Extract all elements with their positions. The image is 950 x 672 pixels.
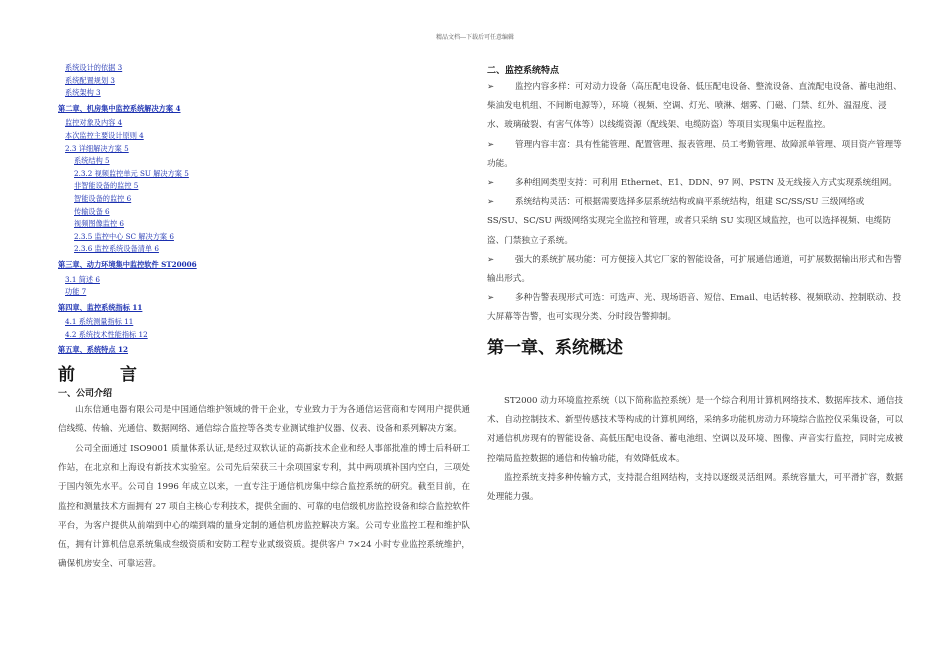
toc-link[interactable]: 功能 7 (65, 287, 87, 297)
toc-link[interactable]: 第三章、动力环境集中监控软件 ST20006 (58, 259, 197, 269)
toc-link[interactable]: 第四章、监控系统指标 11 (58, 302, 143, 312)
toc-link[interactable]: 系统配置规划 3 (65, 75, 115, 85)
right-column (487, 62, 903, 507)
feature-bullet-item (487, 251, 903, 289)
bullet-arrow-icon: ➢ (487, 197, 495, 208)
chapter1-paragraph-2: 监控系统支持多种传输方式，支持混合组网结构，支持以逐级灵活组网。系统容量大，可平滑扩容，数据处理能力强。 (487, 472, 903, 503)
bullet-arrow-icon: ➢ (487, 178, 495, 189)
toc-link[interactable]: 3.1 简述 6 (65, 274, 100, 284)
feature-bullet-item (487, 136, 903, 174)
toc-link[interactable]: 监控对象及内容 4 (65, 118, 123, 128)
toc-link[interactable]: 传输设备 6 (74, 206, 110, 216)
toc-link[interactable]: 系统结构 5 (74, 156, 110, 166)
feature-bullet-item (487, 78, 903, 136)
toc-link[interactable]: 2.3 详细解决方案 5 (65, 143, 129, 153)
chapter1-title: 第一章、系统概述 (487, 337, 623, 358)
toc-link[interactable]: 2.3.6 监控系统设备清单 6 (74, 244, 159, 254)
feature-bullet-item (487, 289, 903, 327)
page-header: 精品文档---下载后可任意编辑 (435, 34, 515, 41)
toc-link[interactable]: 2.3.2 视频监控单元 SU 解决方案 5 (74, 168, 189, 178)
bullet-arrow-icon: ➢ (487, 254, 495, 265)
toc-link[interactable]: 系统设计的依据 3 (65, 63, 123, 72)
bullet-arrow-icon: ➢ (487, 139, 495, 150)
bullet-arrow-icon: ➢ (487, 82, 495, 92)
toc-link[interactable]: 2.3.5 监控中心 SC 解决方案 6 (74, 231, 174, 241)
chapter1-paragraph-1: ST2000 动力环境监控系统（以下简称监控系统）是一个综合利用计算机网络技术、数据库技术、通信技术、自动控制技术、新型传感技术等构成的计算机网络，采纳多功能机房动力环境综合监控仪采集设备，可以对通信机房现有的智能设备、高低压配电设备、蓄电池组、空调以及环境、图像、声音实行监控，同时完成被控端局监控数据的通信和传输功能，有效降低成本。 (487, 395, 903, 464)
company-intro-paragraph-1: 山东信通电器有限公司是中国通信维护领域的骨干企业，专业致力于为各通信运营商和专网用户提供通信线缆、传输、光通信、数据网络、通信综合监控等各类专业测试维护仪器、仪表、设备和系列解决方案。 (58, 405, 470, 435)
features-heading: 二、监控系统特点 (487, 66, 560, 76)
toc-link[interactable]: 第五章、系统特点 12 (58, 345, 129, 355)
toc-link[interactable]: 4.2 系统技术性能指标 12 (65, 329, 148, 339)
company-intro-heading: 一、公司介绍 (58, 389, 113, 400)
toc-link[interactable]: 智能设备的监控 6 (74, 193, 132, 203)
toc-link[interactable]: 非智能设备的监控 5 (74, 181, 139, 191)
feature-bullet-text: 监控内容多样：可对动力设备（高压配电设备、低压配电设备、整流设备、直流配电设备、蓄电池组、柴油发电机组、不间断电源等），环境（视频、空调、灯光、喷淋、烟雾、门磁、门禁、红外、温湿度、浸水、玻璃破裂、有害气体等）以线缆资源（配线架、电缆防盗）等项目实现集中远程监控。 (487, 82, 902, 131)
bullet-arrow-icon: ➢ (487, 293, 495, 304)
toc-link[interactable]: 4.1 系统测量指标 11 (65, 317, 134, 327)
feature-bullet-text: 系统结构灵活：可根据需要选择多层系统结构或扁平系统结构，组建 SC/SS/SU 三级网络或 SS/SU、SC/SU 两级网络实现完全监控和管理，或者只采纳 SU 实现区域监控，也可以选择视频、电缆防盗、门禁独立子系统。 (487, 197, 892, 246)
feature-bullet-text: 多种组网类型支持：可利用 Ethernet、E1、DDN、97 网、PSTN 及无线接入方式实现系统组网。 (515, 178, 898, 189)
company-intro-paragraph-2: 公司全面通过 ISO9001 质量体系认证,是经过双软认证的高新技术企业和经人事部批准的博士后科研工作站，在北京和上海设有新技术实验室。公司先后荣获三十余项国家专利，其中两项填补国内空白，三项处于国内领先水平。公司自 1996 年成立以来，一直专注于通信机房集中综合监控系统的研究。截至目前，在监控和测量技术方面拥有 27 项自主核心专利技术，提供全面的、可靠的电信级机房监控设备和综合监控软件平台，为客户提供从前端到中心的端到端的量身定制的通信机房监控解决方案。公司专业监控工程和维护队伍，拥有计算机信息系统集成叁级资质和安防工程专业贰级资质。提供客户 7×24 小时专业监控系统维护，确保机房安全、可靠运营。 (58, 443, 470, 570)
toc-link[interactable]: 本次监控主要设计原则 4 (65, 130, 144, 140)
features-list (487, 78, 903, 328)
toc-link[interactable]: 第二章、机房集中监控系统解决方案 4 (58, 103, 181, 113)
feature-bullet-item (487, 174, 903, 193)
toc-link[interactable]: 视频图像监控 6 (74, 219, 124, 229)
feature-bullet-item (487, 193, 903, 251)
toc-link[interactable]: 系统架构 3 (65, 88, 101, 98)
feature-bullet-text: 强大的系统扩展功能：可方便接入其它厂家的智能设备，可扩展通信通道，可扩展数据输出形式和告警输出形式。 (487, 254, 902, 285)
table-of-contents (58, 62, 470, 357)
preface-title: 前 言 (58, 365, 151, 386)
left-column (58, 62, 470, 575)
feature-bullet-text: 管理内容丰富：具有性能管理、配置管理、报表管理、员工考勤管理、故障派单管理、项目资产管理等功能。 (487, 139, 902, 169)
feature-bullet-text: 多种告警表现形式可选：可选声、光、现场语音、短信、Email、电话转移、视频联动、控制联动、投大屏幕等告警，也可实现分类、分时段告警抑制。 (487, 293, 901, 323)
